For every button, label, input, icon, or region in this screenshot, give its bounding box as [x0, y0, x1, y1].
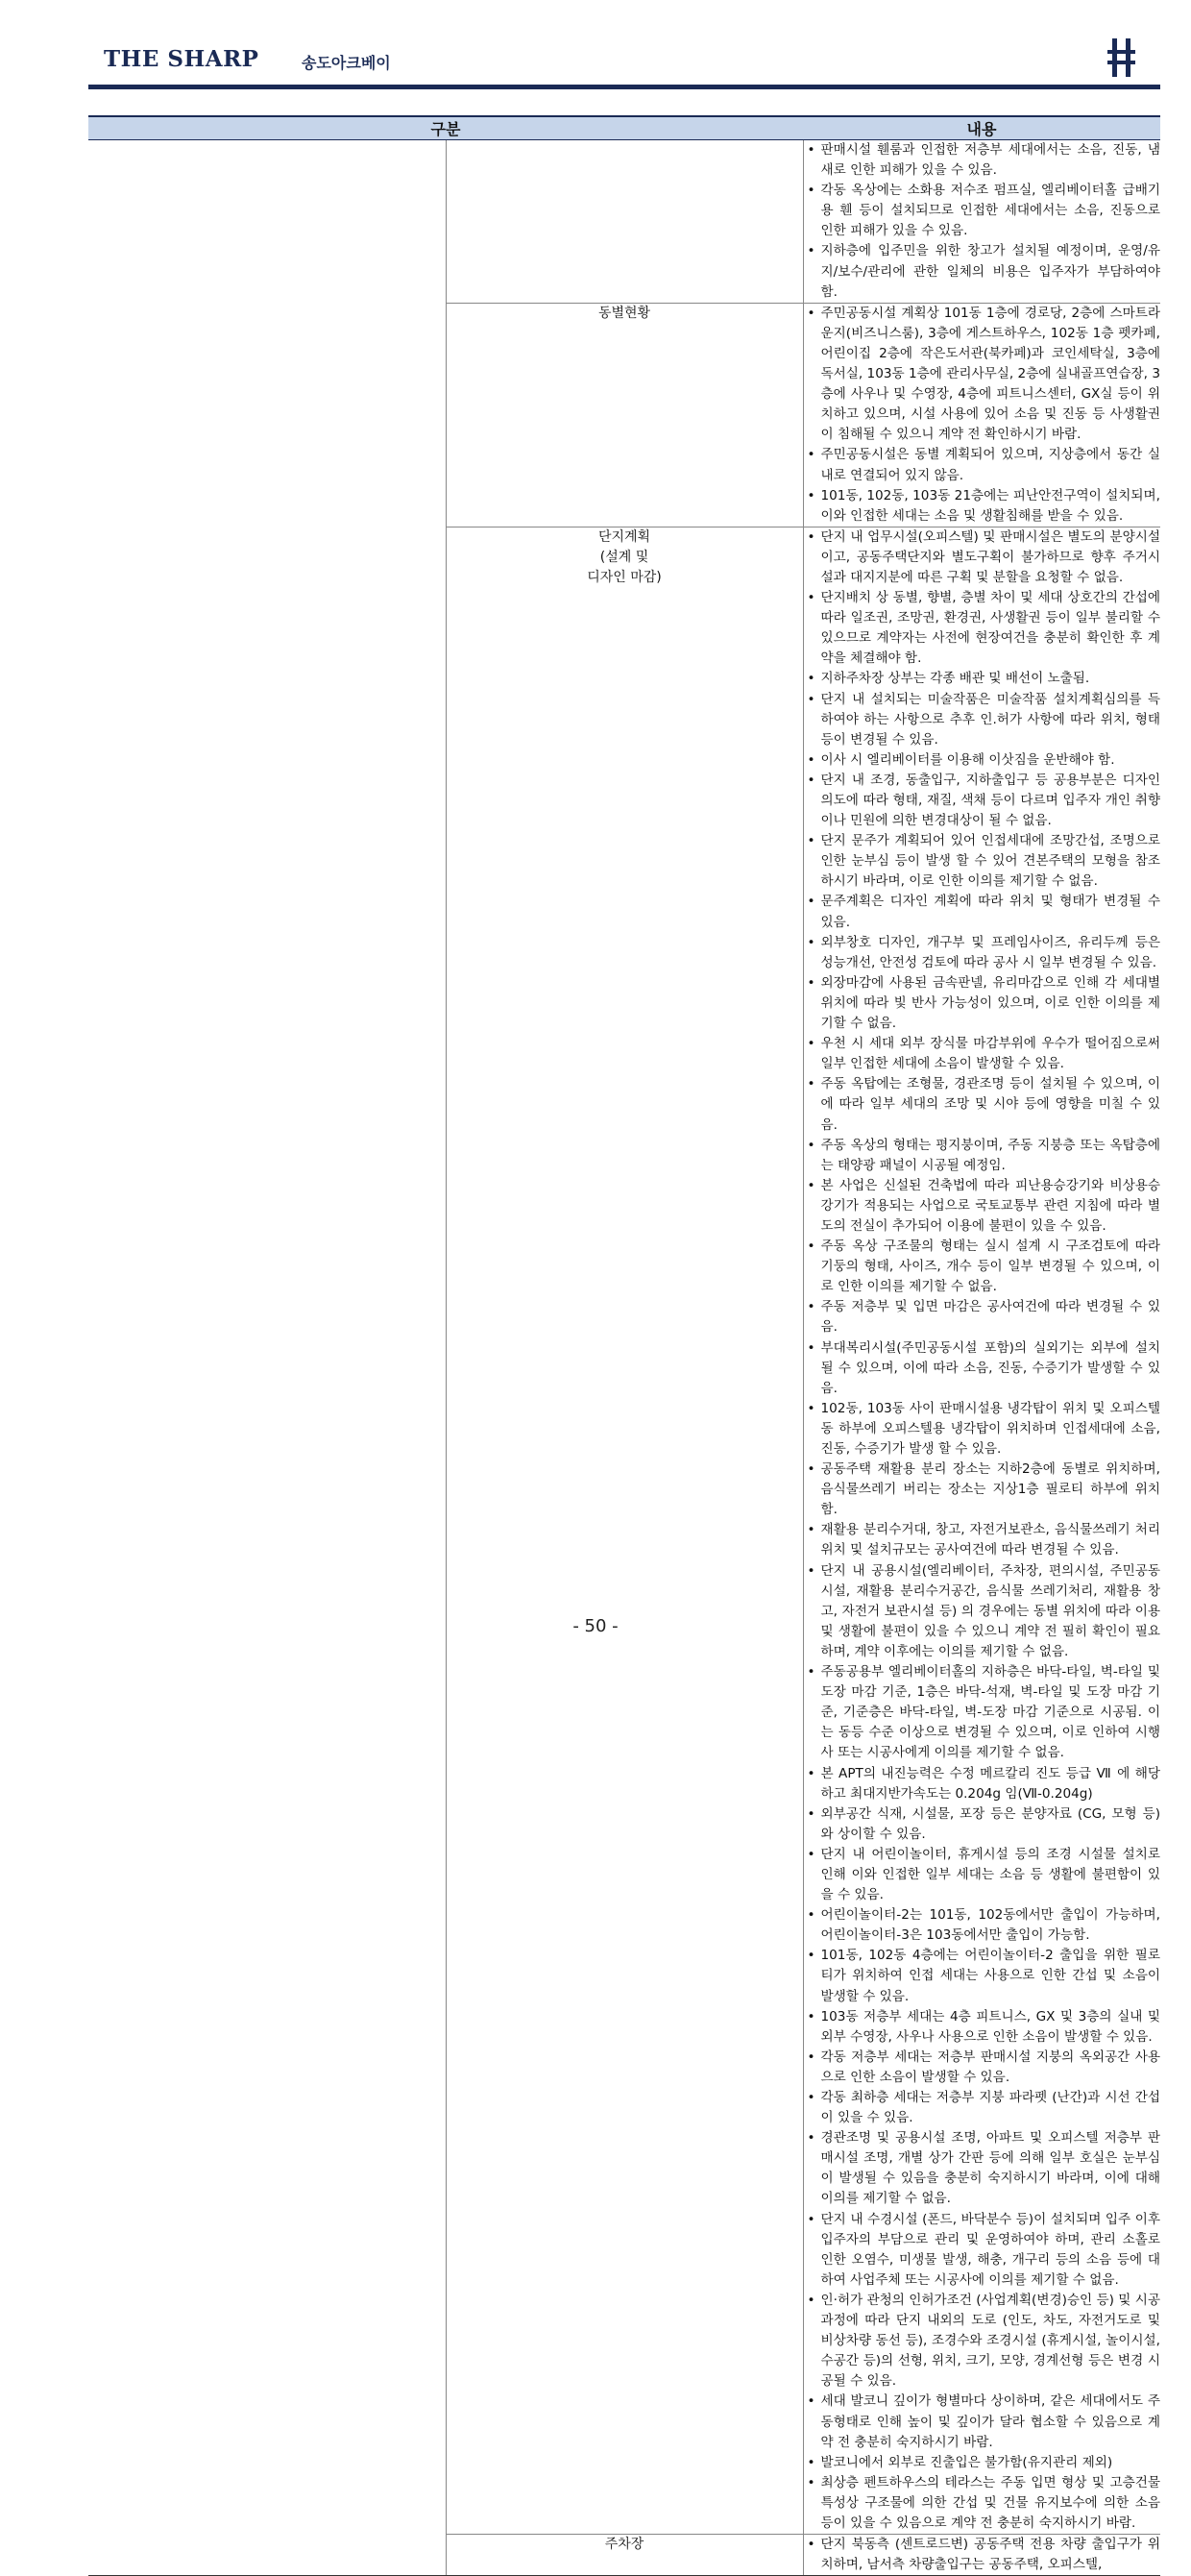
list-item: • 최상층 펜트하우스의 테라스는 주동 입면 형상 및 고층건물 특성상 구조물에 의한 간섭 및 건물 유지보수에 의한 소음 등이 있을 수 있음으로 계약 전 충분히 숙지하시기 바람. [804, 2473, 1161, 2534]
table-row [88, 140, 1160, 304]
brand-name-ko: 송도아크베이 [302, 54, 391, 72]
list-item: • 101동, 102동, 103동 21층에는 피난안전구역이 설치되며, 이와 인접한 세대는 소음 및 생활침해를 받을 수 있음. [804, 486, 1161, 527]
row-content [803, 140, 1160, 304]
list-item: • 지하주차장 상부는 각종 배관 및 배선이 노출됨. [804, 669, 1161, 689]
list-item: • 부대복리시설(주민공동시설 포함)의 실외기는 외부에 설치될 수 있으며, 이에 따라 소음, 진동, 수증기가 발생할 수 있음. [804, 1338, 1161, 1399]
brand-logo-icon [1099, 33, 1145, 83]
list-item: • 101동, 102동 4층에는 어린이놀이터-2 출입을 위한 필로티가 위치하여 인접 세대는 사용으로 인한 간섭 및 소음이 발생할 수 있음. [804, 1946, 1161, 2006]
row-content [803, 527, 1160, 2534]
list-item: • 경관조명 및 공용시설 조명, 아파트 및 오피스텔 저층부 판매시설 조명, 개별 상가 간판 등에 의해 일부 호실은 눈부심이 발생될 수 있음을 충분히 숙지하시기 바라며, 이에 대해 이의를 제기할 수 없음. [804, 2128, 1161, 2209]
list-item: • 본 APT의 내진능력은 수정 메르칼리 진도 등급 Ⅶ 에 해당하고 최대지반가속도는 0.204g 임(Ⅶ-0.204g) [804, 1764, 1161, 1804]
list-item: • 각동 옥상에는 소화용 저수조 펌프실, 엘리베이터홀 급배기용 휀 등이 설치되므로 인접한 세대에서는 소음, 진동으로 인한 피해가 있을 수 있음. [804, 181, 1161, 241]
list-item: • 이사 시 엘리베이터를 이용해 이삿짐을 운반해야 함. [804, 750, 1161, 771]
list-item: • 단지 내 업무시설(오피스텔) 및 판매시설은 별도의 분양시설이고, 공동주택단지와 별도구획이 불가하므로 향후 주거시설과 대지지분에 따른 구획 및 분할을 요청할 수 없음. [804, 527, 1161, 588]
list-item: • 102동, 103동 사이 판매시설용 냉각탑이 위치 및 오피스텔동 하부에 오피스텔용 냉각탑이 위치하며 인접세대에 소음, 진동, 수증기가 발생 할 수 있음. [804, 1399, 1161, 1460]
list-item: • 주동 옥탑에는 조형물, 경관조명 등이 설치될 수 있으며, 이에 따라 일부 세대의 조망 및 시야 등에 영향을 미칠 수 있음. [804, 1074, 1161, 1135]
row-label [446, 140, 803, 304]
row-content [803, 2535, 1160, 2576]
bullet-list [804, 140, 1161, 303]
list-item: • 우천 시 세대 외부 장식물 마감부위에 우수가 떨어짐으로써 일부 인접한 세대에 소음이 발생할 수 있음. [804, 1034, 1161, 1074]
list-item: • 재활용 분리수거대, 창고, 자전거보관소, 음식물쓰레기 처리 위치 및 설치규모는 공사여건에 따라 변경될 수 있음. [804, 1520, 1161, 1560]
list-item: • 103동 저층부 세대는 4층 피트니스, GX 및 3층의 실내 및 외부 수영장, 사우나 사용으로 인한 소음이 발생할 수 있음. [804, 2007, 1161, 2048]
row-label: 단지계획 (설계 및 디자인 마감) [446, 527, 803, 2534]
list-item: • 판매시설 휀룸과 인접한 저층부 세대에서는 소음, 진동, 냄새로 인한 피해가 있을 수 있음. [804, 140, 1161, 181]
list-item: • 단지 내 어린이놀이터, 휴게시설 등의 조경 시설물 설치로 인해 이와 인접한 일부 세대는 소음 등 생활에 불편함이 있을 수 있음. [804, 1845, 1161, 1905]
page-header [88, 33, 1160, 88]
list-item: • 단지 북동측 (센트로드변) 공동주택 전용 차량 출입구가 위치하며, 남서측 차량출입구는 공동주택, 오피스텔, [804, 2535, 1161, 2575]
list-item: • 단지 내 공용시설(엘리베이터, 주차장, 편의시설, 주민공동시설, 재활용 분리수거공간, 음식물 쓰레기처리, 재활용 창고, 자전거 보관시설 등) 의 경우에는 동별 위치에 따라 이용 및 생활에 불편이 있을 수 있으니 계약 전 필히 확인이 필요하며, 계약 이후에는 이의를 제기할 수 없음. [804, 1561, 1161, 1662]
bullet-list [804, 527, 1161, 2534]
list-item: • 각동 최하층 세대는 저층부 지붕 파라펫 (난간)과 시선 간섭이 있을 수 있음. [804, 2088, 1161, 2128]
list-item: • 외부창호 디자인, 개구부 및 프레임사이즈, 유리두께 등은 성능개선, 안전성 검토에 따라 공사 시 일부 변경될 수 있음. [804, 933, 1161, 973]
list-item: • 발코니에서 외부로 진출입은 불가함(유지관리 제외) [804, 2453, 1161, 2473]
list-item: • 지하층에 입주민을 위한 창고가 설치될 예정이며, 운영/유지/보수/관리에 관한 일체의 비용은 입주자가 부담하여야 함. [804, 241, 1161, 302]
bullet-list [804, 304, 1161, 527]
list-item: • 단지배치 상 동별, 향별, 층별 차이 및 세대 상호간의 간섭에 따라 일조권, 조망권, 환경권, 사생활권 등이 일부 불리할 수 있으므로 계약자는 사전에 현장여건을 충분히 확인한 후 계약을 체결해야 함. [804, 588, 1161, 669]
row-label: 주차장 [446, 2535, 803, 2576]
list-item: • 주민공동시설은 동별 계획되어 있으며, 지상층에서 동간 실내로 연결되어 있지 않음. [804, 445, 1161, 485]
column-header-category: 구분 [88, 116, 803, 140]
notice-table [88, 115, 1160, 2576]
list-item: • 각동 저층부 세대는 저층부 판매시설 지붕의 옥외공간 사용으로 인한 소음이 발생할 수 있음. [804, 2048, 1161, 2088]
list-item: • 단지 내 조경, 동출입구, 지하출입구 등 공용부분은 디자인 의도에 따라 형태, 재질, 색채 등이 다르며 입주자 개인 취향이나 민원에 의한 변경대상이 될 수 없음. [804, 771, 1161, 831]
header-divider [88, 85, 1160, 89]
table-header-row [88, 116, 1160, 140]
list-item: • 단지 내 수경시설 (폰드, 바닥분수 등)이 설치되며 입주 이후 입주자의 부담으로 관리 및 운영하여야 하며, 관리 소홀로 인한 오염수, 미생물 발생, 해충, 개구리 등의 소음 등에 대하여 사업주체 또는 시공사에 이의를 제기할 수 없음. [804, 2210, 1161, 2291]
list-item: • 주동 저층부 및 입면 마감은 공사여건에 따라 변경될 수 있음. [804, 1297, 1161, 1337]
row-label: 동별현황 [446, 303, 803, 527]
list-item: • 문주계획은 디자인 계획에 따라 위치 및 형태가 변경될 수 있음. [804, 892, 1161, 932]
list-item: • 어린이놀이터-2는 101동, 102동에서만 출입이 가능하며, 어린이놀이터-3은 103동에서만 출입이 가능함. [804, 1905, 1161, 1946]
column-header-content: 내용 [803, 116, 1160, 140]
list-item: • 공동주택 재활용 분리 장소는 지하2층에 동별로 위치하며, 음식물쓰레기 버리는 장소는 지상1층 필로티 하부에 위치함. [804, 1460, 1161, 1520]
category-column [88, 140, 446, 2576]
list-item: • 주동공용부 엘리베이터홀의 지하층은 바닥-타일, 벽-타일 및 도장 마감 기준, 1층은 바닥-석재, 벽-타일 및 도장 마감 기준, 기준층은 바닥-타일, 벽-도장 마감 기준으로 시공됨. 이는 동등 수준 이상으로 변경될 수 있으며, 이로 인하여 시행사 또는 시공사에게 이의를 제기할 수 없음. [804, 1662, 1161, 1763]
row-content [803, 303, 1160, 527]
brand-name-en: THE SHARP [104, 46, 259, 72]
list-item: • 본 사업은 신설된 건축법에 따라 피난용승강기와 비상용승강기가 적용되는 사업으로 국토교통부 관련 지침에 따라 별도의 전실이 추가되어 이용에 불편이 있을 수 있음. [804, 1176, 1161, 1237]
bullet-list [804, 2535, 1161, 2575]
list-item: • 외부공간 식재, 시설물, 포장 등은 분양자료 (CG, 모형 등)와 상이할 수 있음. [804, 1804, 1161, 1845]
list-item: • 인·허가 관청의 인허가조건 (사업계획(변경)승인 등) 및 시공 과정에 따라 단지 내외의 도로 (인도, 차도, 자전거도로 및 비상차량 동선 등), 조경수와 조경시설 (휴게시설, 놀이시설, 수공간 등)의 선형, 위치, 크기, 모양, 경계선형 등은 변경 시공될 수 있음. [804, 2291, 1161, 2392]
list-item: • 주동 옥상 구조물의 형태는 실시 설계 시 구조검토에 따라 기둥의 형태, 사이즈, 개수 등이 일부 변경될 수 있으며, 이로 인한 이의를 제기할 수 없음. [804, 1237, 1161, 1297]
list-item: • 주민공동시설 계획상 101동 1층에 경로당, 2층에 스마트라운지(비즈니스룸), 3층에 게스트하우스, 102동 1층 펫카페, 어린이집 2층에 작은도서관(북카페)과 코인세탁실, 3층에 독서실, 103동 1층에 관리사무실, 2층에 실내골프연습장, 3층에 사우나 및 수영장, 4층에 피트니스센터, GX실 등이 위치하고 있으며, 시설 사용에 있어 소음 및 진동 등 사생활권이 침해될 수 있으니 계약 전 확인하시기 바람. [804, 304, 1161, 446]
list-item: • 단지 내 설치되는 미술작품은 미술작품 설치계획심의를 득하여야 하는 사항으로 추후 인.허가 사항에 따라 위치, 형태 등이 변경될 수 있음. [804, 690, 1161, 750]
list-item: • 외장마감에 사용된 금속판넬, 유리마감으로 인해 각 세대별 위치에 따라 빛 반사 가능성이 있으며, 이로 인한 이의를 제기할 수 없음. [804, 973, 1161, 1034]
page-number: - 50 - [572, 1616, 619, 1636]
list-item: • 단지 문주가 계획되어 있어 인접세대에 조망간섭, 조명으로 인한 눈부심 등이 발생 할 수 있어 견본주택의 모형을 참조하시기 바라며, 이로 인한 이의를 제기할 수 없음. [804, 831, 1161, 892]
list-item: • 주동 옥상의 형태는 평지붕이며, 주동 지붕층 또는 옥탑층에는 태양광 패널이 시공될 예정임. [804, 1136, 1161, 1176]
list-item: • 세대 발코니 깊이가 형별마다 상이하며, 같은 세대에서도 주동형태로 인해 높이 및 깊이가 달라 협소할 수 있음으로 계약 전 충분히 숙지하시기 바람. [804, 2392, 1161, 2452]
